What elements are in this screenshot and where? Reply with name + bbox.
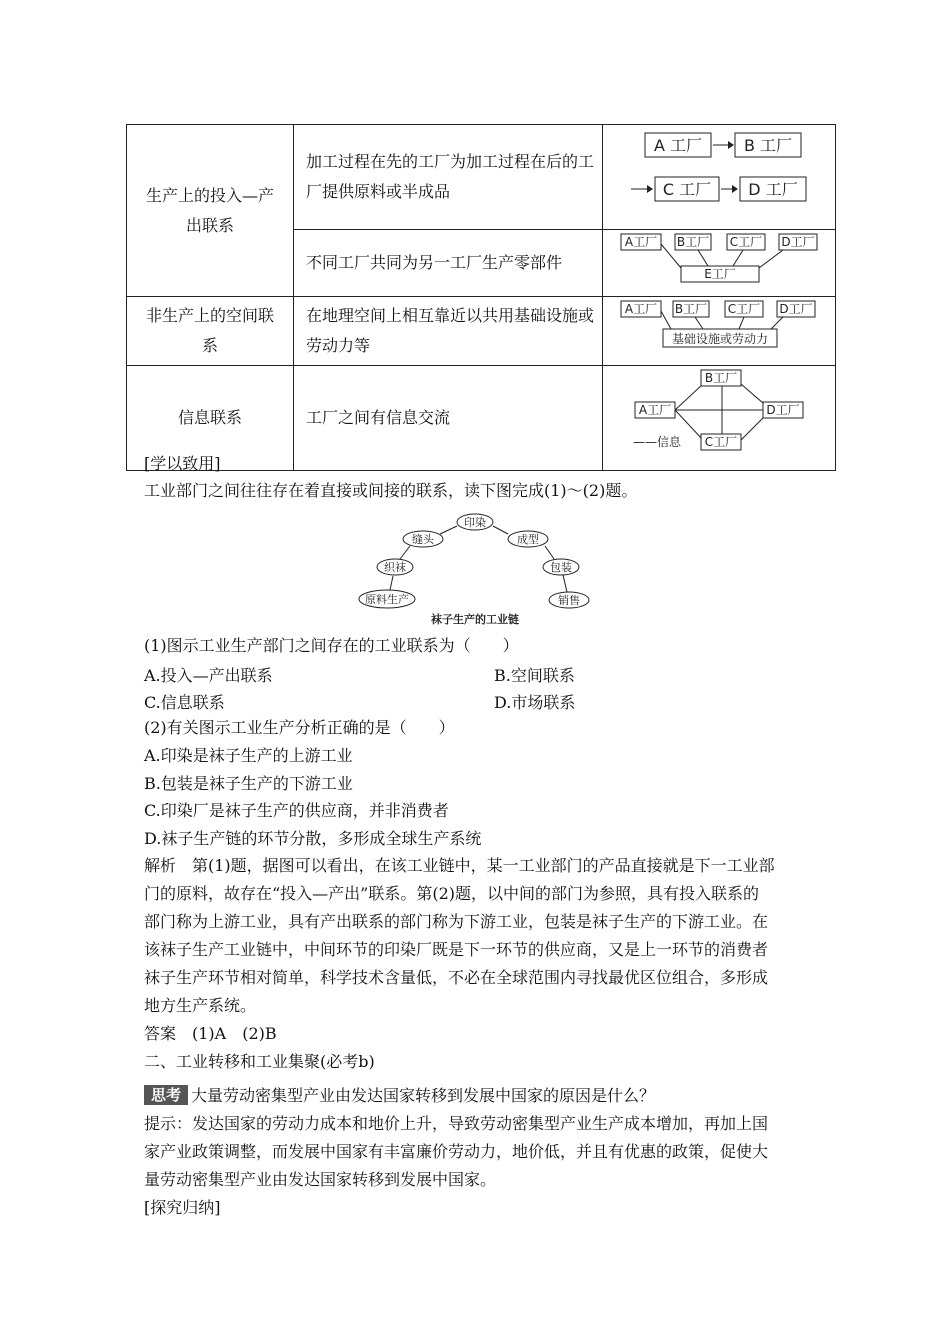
desc-text: 不同工厂共同为另一工厂生产零部件 xyxy=(306,253,563,272)
q1-option-b: B.空间联系 xyxy=(494,666,575,685)
row-type-spatial xyxy=(127,297,294,366)
shared-node: A工厂 xyxy=(624,302,658,316)
q2-option-b: B.包装是袜子生产的下游工业 xyxy=(144,774,353,793)
parts-node: E工厂 xyxy=(704,267,736,281)
shared-node: 基础设施或劳动力 xyxy=(671,332,769,346)
info-diagram xyxy=(603,366,835,466)
section2-heading: 二、工业转移和工业集聚(必考b) xyxy=(144,1052,375,1071)
diagram-cell xyxy=(603,297,836,366)
chain-node-label: 销售 xyxy=(558,594,580,607)
hint-line: 提示：发达国家的劳动力成本和地价上升，导致劳动密集型产业生产成本增加，再加上国 xyxy=(144,1114,769,1133)
type-label: 非生产上的空间联系 xyxy=(145,306,274,355)
question-1: (1)图示工业生产部门之间存在的工业联系为（ ） xyxy=(144,636,519,655)
type-label: 信息联系 xyxy=(177,408,242,427)
parts-node: C工厂 xyxy=(729,235,763,249)
row-type-input-output xyxy=(127,125,294,297)
parts-diagram xyxy=(603,230,835,292)
chain-node-label: 织袜 xyxy=(384,561,406,574)
analysis-line: 门的原料，故存在“投入—产出”联系。第(2)题，以中间的部门为参照，具有投入联系的 xyxy=(144,884,760,903)
heading-explore: [探究归纳] xyxy=(144,1198,221,1217)
row-desc xyxy=(294,297,603,366)
desc-text: 工厂之间有信息交流 xyxy=(306,408,451,427)
answer-line: 答案 (1)A (2)B xyxy=(144,1024,277,1043)
q1-option-c: C.信息联系 xyxy=(144,693,225,712)
type-label: 生产上的投入—产出联系 xyxy=(145,185,274,235)
chain-node-label: 原料生产 xyxy=(365,593,409,606)
hint-line: 家产业政策调整，而发展中国家有丰富廉价劳动力，地价低，并且有优惠的政策，促使大 xyxy=(144,1142,769,1161)
analysis-line: 该袜子生产工业链中，中间环节的印染厂既是下一环节的供应商，又是上一环节的消费者 xyxy=(144,940,769,959)
chain-node-label: 包装 xyxy=(550,561,572,574)
desc-text: 加工过程在先的工厂为加工过程在后的工厂提供原料或半成品 xyxy=(306,152,595,201)
info-node: C工厂 xyxy=(704,435,738,449)
diagram-cell xyxy=(603,366,836,471)
shared-node: C工厂 xyxy=(727,302,761,316)
q2-option-c: C.印染厂是袜子生产的供应商，并非消费者 xyxy=(144,801,449,820)
chain-diagram xyxy=(603,125,835,225)
chain-node: D 工厂 xyxy=(748,180,798,199)
think-question: 大量劳动密集型产业由发达国家转移到发展中国家的原因是什么？ xyxy=(191,1086,656,1105)
hint-line: 量劳动密集型产业由发达国家转移到发展中国家。 xyxy=(144,1170,497,1189)
parts-node: B工厂 xyxy=(676,235,710,249)
shared-node: B工厂 xyxy=(674,302,708,316)
shared-diagram xyxy=(603,297,835,361)
row-desc xyxy=(294,125,603,230)
q1-option-a: A.投入—产出联系 xyxy=(144,666,273,685)
row-desc xyxy=(294,366,603,471)
figure-caption: 袜子生产的工业链 xyxy=(431,613,519,626)
diagram-cell xyxy=(603,125,836,230)
row-desc xyxy=(294,230,603,297)
chain-node: A 工厂 xyxy=(653,136,703,155)
intro-text: 工业部门之间往往存在着直接或间接的联系，读下图完成(1)～(2)题。 xyxy=(144,481,638,500)
industrial-linkage-table xyxy=(126,124,836,471)
analysis-line: 部门称为上游工业，具有产出联系的部门称为下游工业，包装是袜子生产的下游工业。在 xyxy=(144,912,769,931)
q2-option-a: A.印染是袜子生产的上游工业 xyxy=(144,746,353,765)
think-tag: 思考 xyxy=(144,1085,188,1105)
chain-node: B 工厂 xyxy=(743,136,793,155)
chain-node-label: 成型 xyxy=(517,533,539,546)
chain-node: C 工厂 xyxy=(662,180,712,199)
chain-node-label: 印染 xyxy=(464,516,486,529)
info-node: D工厂 xyxy=(766,403,800,417)
diagram-cell xyxy=(603,230,836,297)
parts-node: D工厂 xyxy=(781,235,815,249)
heading-apply: [学以致用] xyxy=(144,454,221,473)
shared-node: D工厂 xyxy=(779,302,813,316)
info-legend: ——信息 xyxy=(633,435,682,449)
parts-node: A工厂 xyxy=(624,235,658,249)
q1-option-d: D.市场联系 xyxy=(494,693,576,712)
info-node: A工厂 xyxy=(638,403,672,417)
q2-option-d: D.袜子生产链的环节分散，多形成全球生产系统 xyxy=(144,829,482,848)
sock-chain-figure xyxy=(350,510,600,628)
question-2: (2)有关图示工业生产分析正确的是（ ） xyxy=(144,718,455,737)
desc-text: 在地理空间上相互靠近以共用基础设施或劳动力等 xyxy=(306,306,595,355)
analysis-line: 解析 第(1)题，据图可以看出，在该工业链中，某一工业部门的产品直接就是下一工业部 xyxy=(144,856,775,875)
chain-node-label: 缝头 xyxy=(412,533,434,546)
analysis-line: 袜子生产环节相对简单，科学技术含量低，不必在全球范围内寻找最优区位组合，多形成 xyxy=(144,968,769,987)
analysis-line: 地方生产系统。 xyxy=(144,996,257,1015)
info-node: B工厂 xyxy=(704,371,738,385)
